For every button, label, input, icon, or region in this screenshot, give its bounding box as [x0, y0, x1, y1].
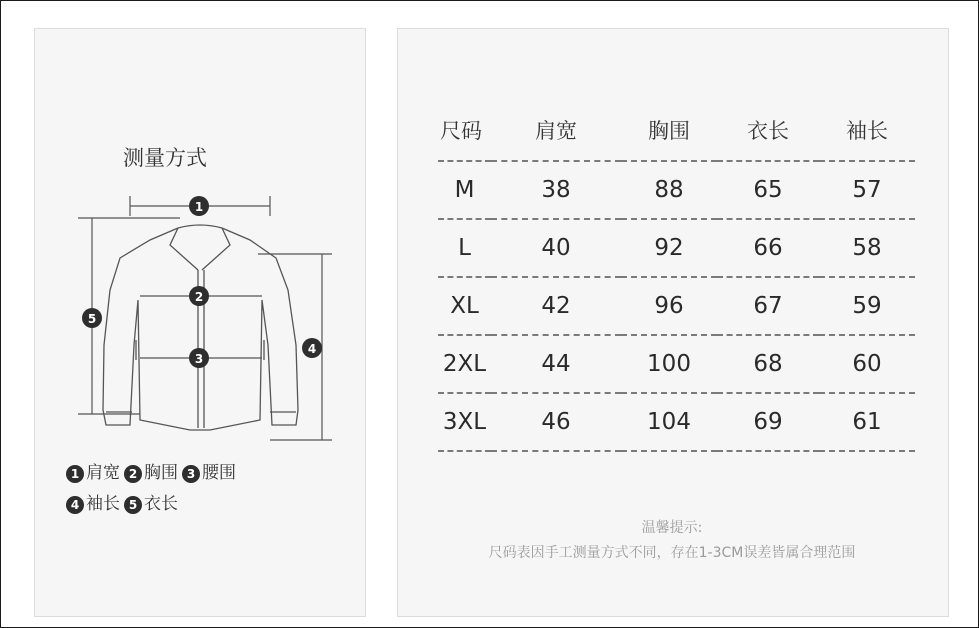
- table-cell: 92: [621, 219, 717, 277]
- svg-text:1: 1: [194, 200, 204, 214]
- legend-label: 肩宽: [86, 463, 120, 483]
- legend-item: [122, 458, 178, 489]
- svg-text:2: 2: [194, 290, 204, 304]
- size-table: [438, 100, 915, 452]
- marker-1-icon: [189, 196, 209, 216]
- legend-row: [64, 458, 238, 489]
- table-cell: 88: [621, 161, 717, 219]
- tip-title: 温馨提示:: [641, 520, 703, 536]
- table-cell: 3XL: [438, 393, 491, 451]
- table-cell: 60: [819, 335, 915, 393]
- measurement-title: 测量方式: [123, 146, 207, 170]
- table-cell: 58: [819, 219, 915, 277]
- table-row: [438, 393, 915, 451]
- svg-text:4: 4: [307, 342, 317, 356]
- number-badge-icon: 5: [124, 496, 142, 514]
- table-row: [438, 277, 915, 335]
- table-cell: 104: [621, 393, 717, 451]
- table-cell: 96: [621, 277, 717, 335]
- table-row: [438, 335, 915, 393]
- table-cell: 61: [819, 393, 915, 451]
- svg-text:3: 3: [194, 352, 204, 366]
- table-cell: 44: [491, 335, 621, 393]
- table-cell: 100: [621, 335, 717, 393]
- number-badge-icon: 3: [182, 465, 200, 483]
- column-header: 肩宽: [491, 100, 621, 161]
- legend-item: [64, 489, 120, 520]
- column-header: 胸围: [621, 100, 717, 161]
- table-cell: 46: [491, 393, 621, 451]
- legend-item: [64, 458, 120, 489]
- number-badge-icon: 2: [124, 465, 142, 483]
- legend-label: 腰围: [202, 463, 236, 483]
- table-cell: 66: [717, 219, 819, 277]
- table-cell: 69: [717, 393, 819, 451]
- column-header: 衣长: [717, 100, 819, 161]
- table-cell: M: [438, 161, 491, 219]
- marker-5-icon: [82, 308, 102, 328]
- marker-2-icon: [189, 286, 209, 306]
- table-cell: XL: [438, 277, 491, 335]
- legend-label: 胸围: [144, 463, 178, 483]
- legend-item: [122, 489, 178, 520]
- table-header-row: [438, 100, 915, 161]
- table-cell: 40: [491, 219, 621, 277]
- svg-text:5: 5: [87, 312, 97, 326]
- tip-text: 尺码表因手工测量方式不同，存在1-3CM误差皆属合理范围: [488, 545, 856, 561]
- marker-3-icon: [189, 348, 209, 368]
- legend-label: 衣长: [144, 494, 178, 514]
- column-header: 袖长: [819, 100, 915, 161]
- column-header: 尺码: [438, 100, 491, 161]
- legend-row: [64, 489, 238, 520]
- number-badge-icon: 1: [66, 465, 84, 483]
- legend-label: 袖长: [86, 494, 120, 514]
- table-cell: 38: [491, 161, 621, 219]
- legend-item: [180, 458, 236, 489]
- table-cell: 65: [717, 161, 819, 219]
- table-cell: 42: [491, 277, 621, 335]
- table-row: [438, 219, 915, 277]
- measurement-legend: [64, 458, 238, 520]
- table-cell: 68: [717, 335, 819, 393]
- table-cell: 2XL: [438, 335, 491, 393]
- number-badge-icon: 4: [66, 496, 84, 514]
- table-cell: 59: [819, 277, 915, 335]
- table-row: [438, 161, 915, 219]
- table-cell: L: [438, 219, 491, 277]
- table-cell: 57: [819, 161, 915, 219]
- table-cell: 67: [717, 277, 819, 335]
- marker-4-icon: [302, 338, 322, 358]
